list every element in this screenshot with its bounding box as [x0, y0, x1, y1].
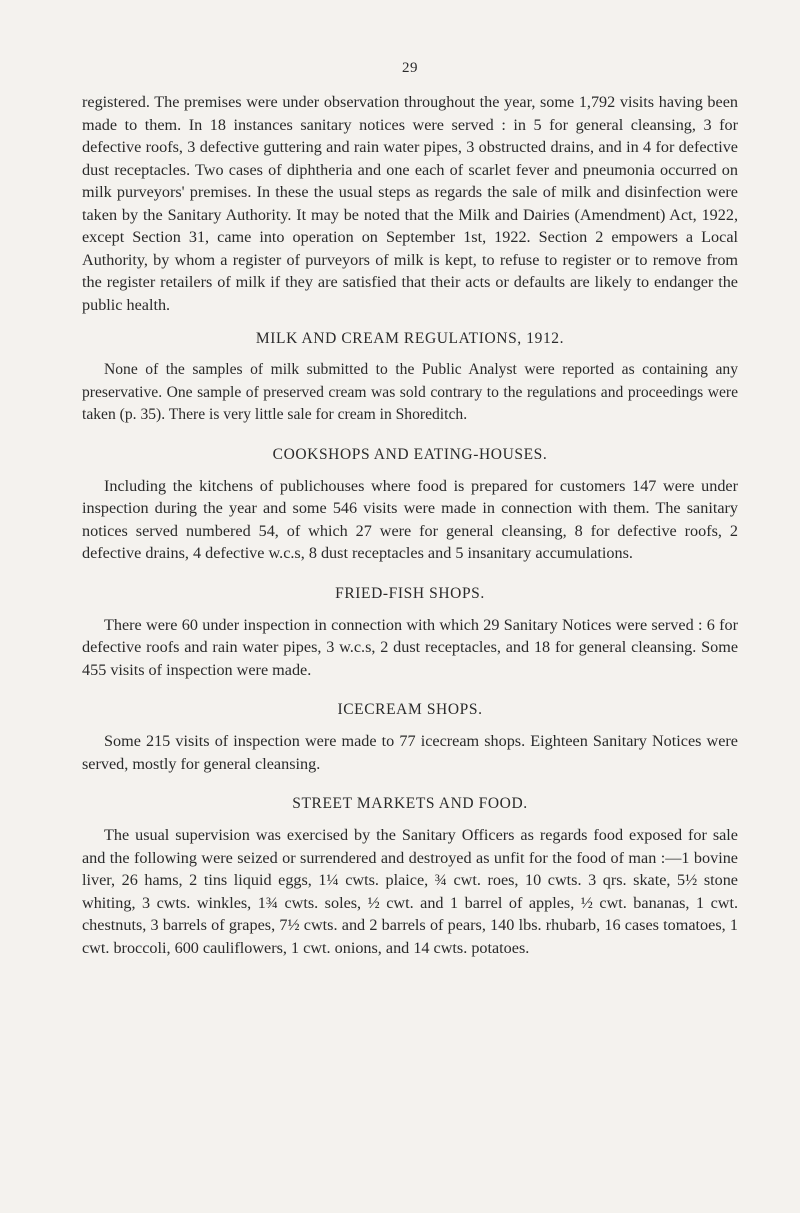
cookshops-heading: COOKSHOPS AND EATING-HOUSES.	[272, 445, 548, 463]
icecream-heading: ICECREAM SHOPS.	[337, 701, 483, 718]
icecream-paragraph: Some 215 visits of inspection were made to 77 icecream shops. Eighteen Sanitary Notices were served, mostly for general cleansing.	[82, 732, 738, 773]
intro-paragraph: registered. The premises were under observation throughout the year, some 1,792 visits having been made to them. In 18 instances sanitary notices were served : in 5 for general cleansing, 3 for defective roofs, 3 defective guttering and rain water pipes, 3 obstructed drains, and in 4 for defective dust receptacles. Two cases of diphtheria and one each of scarlet fever and pneumonia occurred on milk purveyors' premises. In these the usual steps as regards the sale of milk and disinfection were taken by the Sanitary Authority. It may be noted that the Milk and Dairies (Amendment) Act, 1922, except Section 31, came into operation on September 1st, 1922. Section 2 empowers a Local Authority, by whom a register of purveyors of milk is kept, to refuse to register or to remove from the register retailers of milk if they are satisfied that their acts or defaults are likely to endanger the public health.	[82, 93, 738, 314]
fried-fish-paragraph: There were 60 under inspection in connection with which 29 Sanitary Notices were served : 6 for defective roofs and rain water pipes, 3 w.c.s, 2 dust receptacles, and 18 for general cleansing. Some 455 visits of inspection were made.	[82, 615, 738, 679]
page-number: 29	[402, 60, 418, 76]
street-markets-paragraph: The usual supervision was exercised by the Sanitary Officers as regards food exposed for sale and the following were seized or surrendered and destroyed as unfit for the food of man :—1 bovine liver, 26 hams, 2 tins liquid eggs, 1¼ cwts. plaice, ¾ cwt. roes, 10 cwts. 3 qrs. skate, 5½ stone whiting, 3 cwts. winkles, 1¾ cwts. soles, ½ cwt. and 1 barrel of apples, ½ cwt. bananas, 1 cwt. chestnuts, 3 barrels of grapes, 7½ cwts. and 2 barrels of pears, 140 lbs. rhubarb, 16 cases tomatoes, 1 cwt. broccoli, 600 cauliflowers, 1 cwt. onions, and 14 cwts. potatoes.	[82, 826, 738, 957]
milk-cream-heading: MILK AND CREAM REGULATIONS, 1912.	[255, 330, 565, 347]
street-markets-heading: STREET MARKETS AND FOOD.	[292, 795, 528, 812]
cookshops-paragraph: Including the kitchens of publichouses where food is prepared for customers 147 were under inspection during the year and some 546 visits were made in connection with them. The sanitary notices served numbered 54, of which 27 were for general cleansing, 8 for defective roofs, 2 defective drains, 4 defective w.c.s, 8 dust receptacles and 5 insanitary accumulations.	[82, 476, 738, 562]
milk-cream-paragraph: None of the samples of milk submitted to the Public Analyst were reported as containing any preservative. One sample of preserved cream was sold contrary to the regulations and proceedings were taken (p. 35). There is very little sale for cream in Shoreditch.	[82, 361, 738, 423]
fried-fish-heading: FRIED-FISH SHOPS.	[335, 584, 485, 602]
